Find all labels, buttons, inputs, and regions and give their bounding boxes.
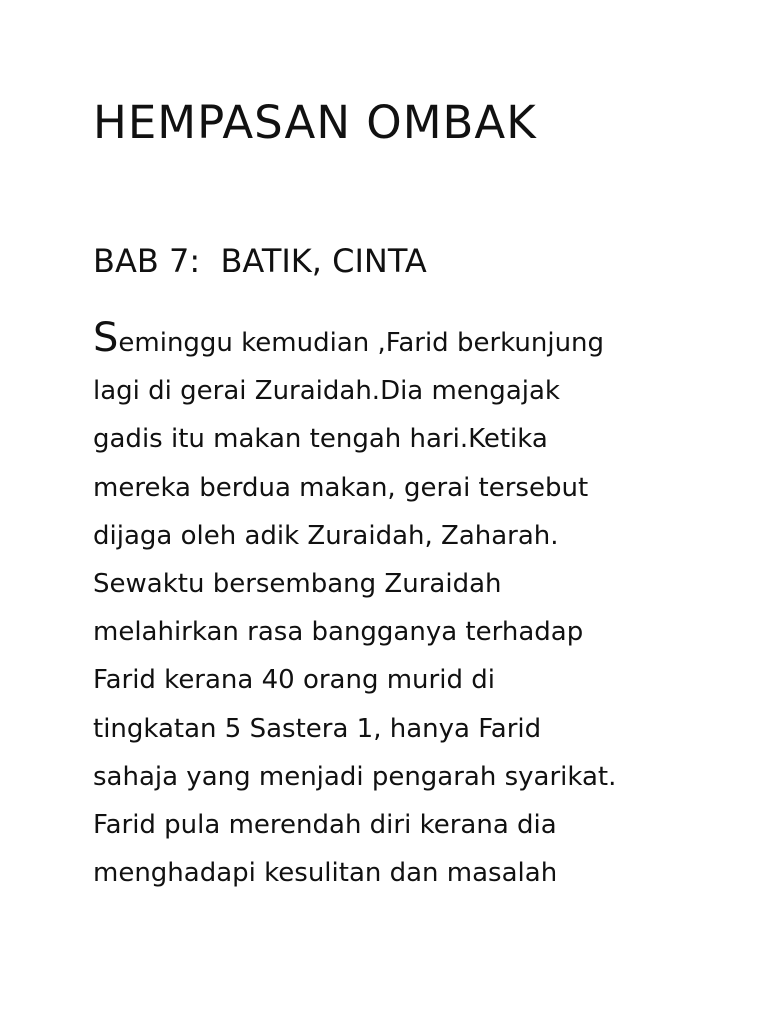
chapter-heading: BAB 7: BATIK, CINTA	[93, 242, 427, 280]
drop-cap-letter: S	[93, 315, 119, 361]
paragraph-line: melahirkan rasa bangganya terhadap	[93, 617, 584, 648]
body-paragraph	[93, 315, 713, 897]
first-line-text: eminggu kemudian ,Farid berkunjung	[118, 328, 605, 358]
paragraph-line: Sewaktu bersembang Zuraidah	[93, 569, 502, 600]
paragraph-line: mereka berdua makan, gerai tersebut	[93, 472, 589, 503]
paragraph-line: Farid kerana 40 orang murid di	[93, 665, 495, 696]
paragraph-line: lagi di gerai Zuraidah.Dia mengajak	[93, 376, 560, 407]
page-title: HEMPASAN OMBAK	[93, 96, 537, 149]
paragraph-line: sahaja yang menjadi pengarah syarikat.	[93, 761, 617, 792]
paragraph-line: tingkatan 5 Sastera 1, hanya Farid	[93, 713, 542, 744]
paragraph-line: menghadapi kesulitan dan masalah	[93, 858, 558, 889]
paragraph-line: Farid pula merendah diri kerana dia	[93, 810, 557, 841]
paragraph-line: dijaga oleh adik Zuraidah, Zaharah.	[93, 520, 559, 551]
paragraph-line: gadis itu makan tengah hari.Ketika	[93, 424, 548, 455]
paragraph-line	[93, 315, 713, 367]
